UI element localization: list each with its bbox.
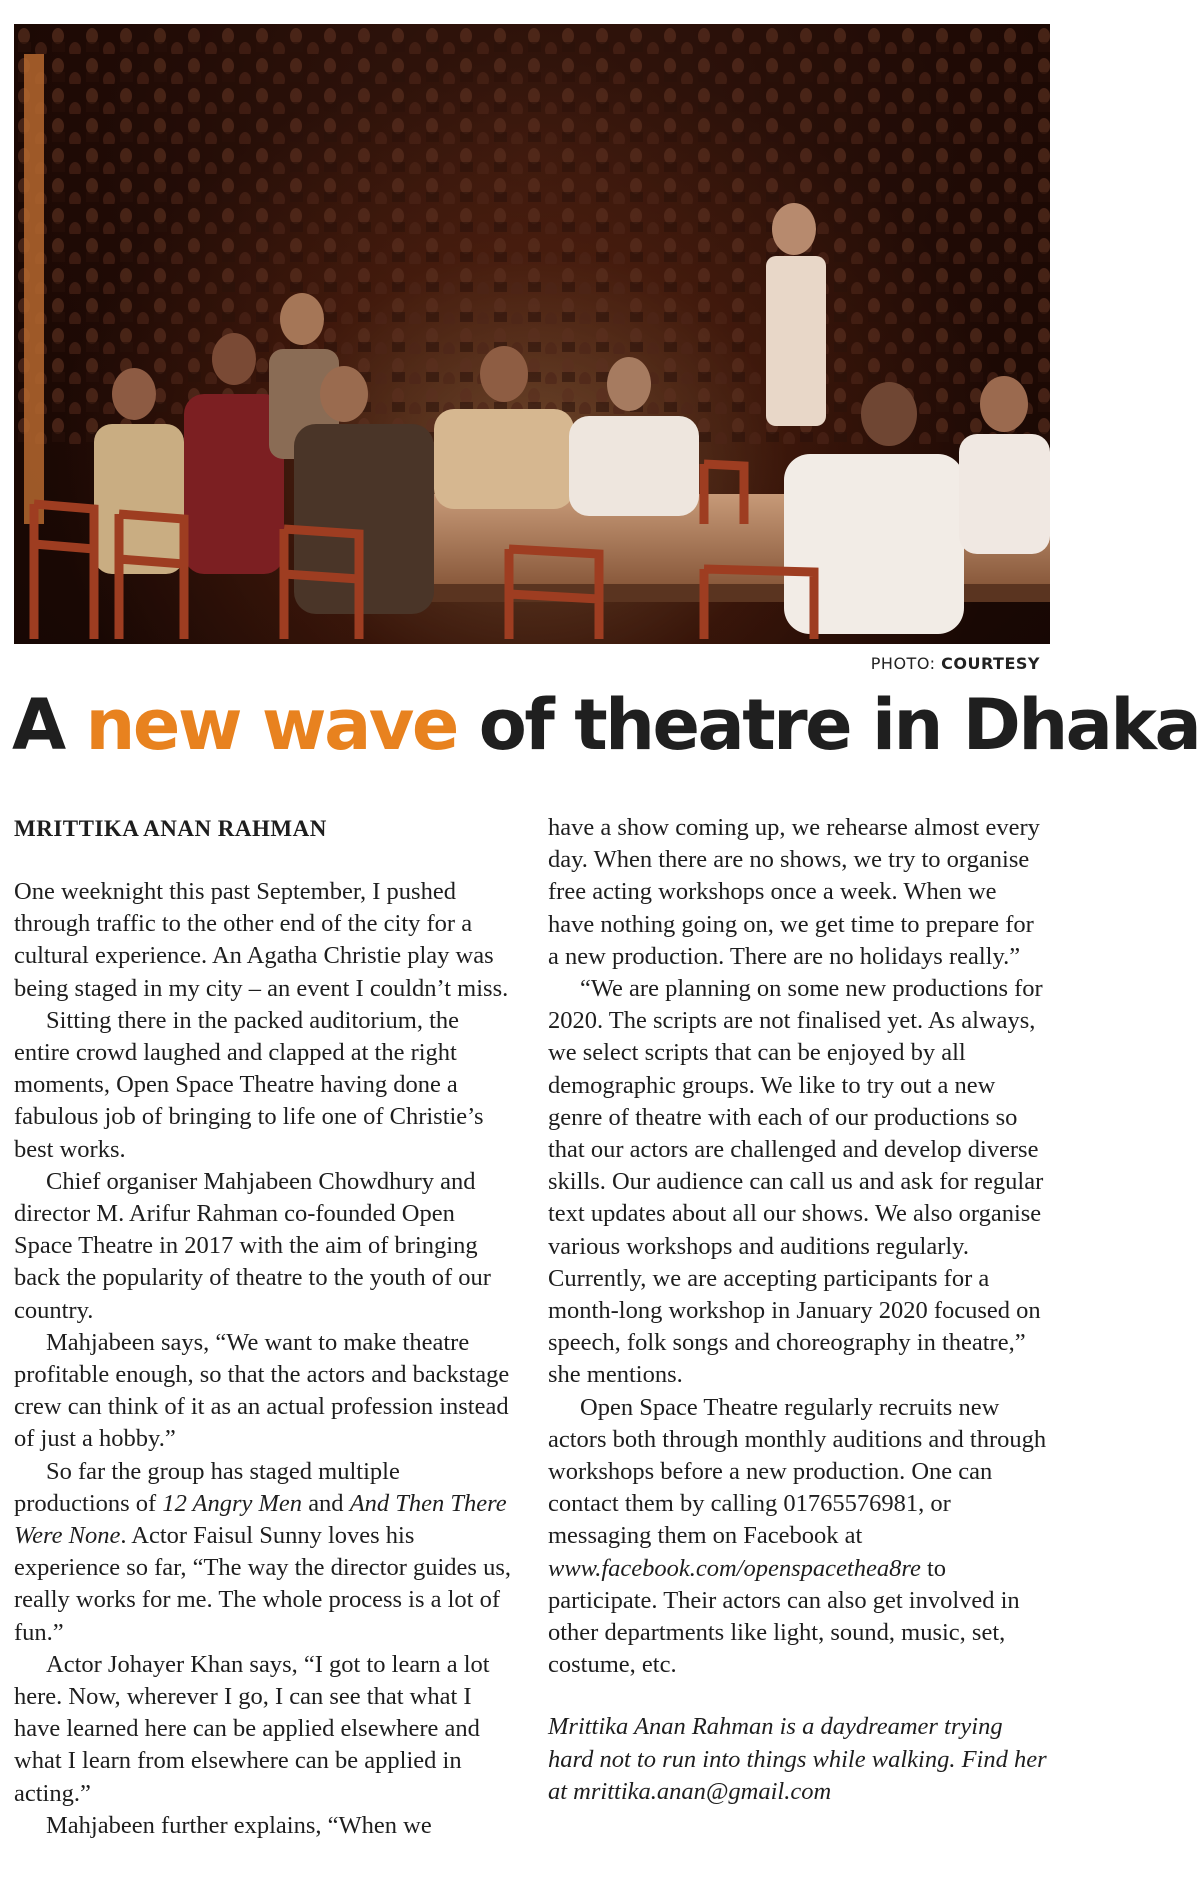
headline-accent: new wave (85, 684, 457, 766)
paragraph (548, 1392, 1048, 1682)
paragraph (14, 1456, 514, 1649)
paragraph: Mahjabeen says, “We want to make theatre profitable enough, so that the actors and backstage crew can think of it as an actual profession instead of just a hobby.” (14, 1328, 510, 1453)
headline-part2: of theatre in Dhaka (456, 684, 1199, 766)
article-column-left (14, 876, 514, 1842)
paragraph: One weeknight this past September, I pushed through traffic to the other end of the city for a cultural experience. An Agatha Christie play was being staged in my city – an event I couldn’t miss. (14, 878, 509, 1002)
paragraph-text: to participate. Their actors can also get involved in other departments like light, sound, music, set, costume, etc. (548, 1554, 1020, 1679)
article-column-right (548, 812, 1048, 1808)
paragraph: Chief organiser Mahjabeen Chowdhury and director M. Arifur Rahman co-founded Open Space Theatre in 2017 with the aim of bringing back the popularity of theatre to the youth of our country. (14, 1167, 491, 1324)
photo-credit (871, 654, 1040, 673)
theatre-scene-illustration (14, 24, 1050, 644)
article-photo (14, 24, 1050, 644)
paragraph: “We are planning on some new productions for 2020. The scripts are not finalised yet. As always, we select scripts that can be enjoyed by all demographic groups. We like to try out a new genre of theatre with each of our productions so that our actors are challenged and develop diverse skills. Our audience can call us and ask for regular text updates about all our shows. We also organise various workshops and auditions regularly. Currently, we are accepting participants for a month-long workshop in January 2020 focused on speech, folk songs and choreography in theatre,” she mentions. (548, 975, 1044, 1389)
author-bio: Mrittika Anan Rahman is a daydreamer trying hard not to run into things while walking. Find her at mrittika.anan@gmail.com (548, 1713, 1047, 1805)
headline-part1: A (12, 684, 86, 766)
paragraph-text: So far the group has staged multiple productions of (14, 1457, 400, 1517)
paragraph-text: and (302, 1489, 350, 1517)
paragraph-text: . Actor Faisul Sunny loves his experience so far, “The way the director guides us, really works for me. The whole process is a lot of fun.” (14, 1522, 511, 1646)
paragraph: have a show coming up, we rehearse almost every day. When there are no shows, we try to organise free acting workshops once a week. When we have nothing going on, we get time to prepare for a new production. There are no holidays really.” (548, 814, 1040, 970)
article-headline (12, 684, 1199, 766)
paragraph: Actor Johayer Khan says, “I got to learn a lot here. Now, wherever I go, I can see that what I have learned here can be applied elsewhere and what I learn from elsewhere can be applied in acting.” (14, 1650, 490, 1807)
paragraph-text: Open Space Theatre regularly recruits new actors both through monthly auditions and through workshops before a new production. One can contact them by calling 01765576981, or messaging them on Facebook at (548, 1393, 1047, 1550)
play-title: And Then There Were None (14, 1489, 507, 1550)
paragraph: Mahjabeen further explains, “When we (46, 1811, 432, 1839)
photo-credit-value: COURTESY (941, 654, 1040, 673)
facebook-link[interactable]: www.facebook.com/openspacethea8re (548, 1554, 921, 1582)
author-byline: MRITTIKA ANAN RAHMAN (14, 816, 327, 841)
photo-credit-label: PHOTO: (870, 654, 936, 673)
paragraph: Sitting there in the packed auditorium, the entire crowd laughed and clapped at the right moments, Open Space Theatre having done a fabulous job of bringing to life one of Christie’s best works. (14, 1006, 484, 1163)
play-title: 12 Angry Men (162, 1489, 303, 1517)
